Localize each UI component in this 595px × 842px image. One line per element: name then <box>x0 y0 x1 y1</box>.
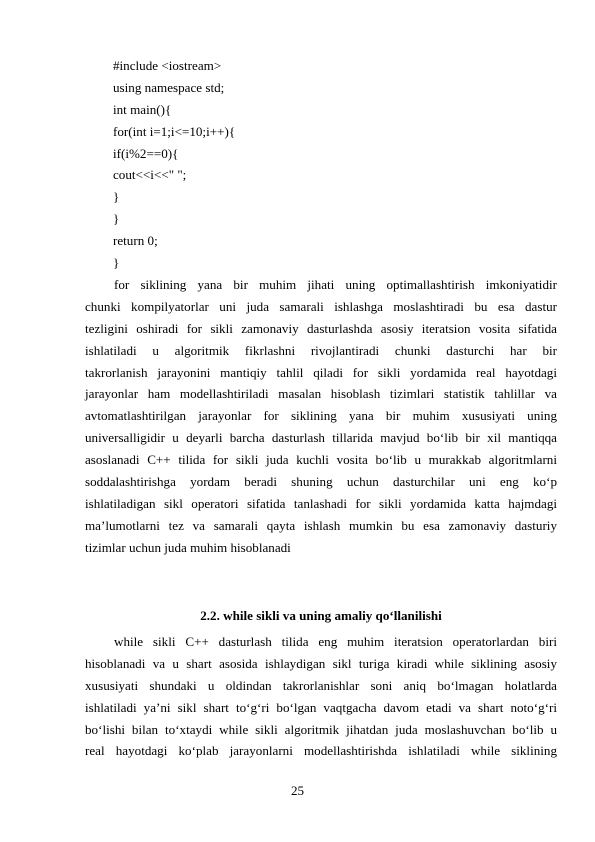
text-line: asoslanadi C++ tilida for sikli juda kuchli vosita bo‘lib u murakkab algoritmlarni <box>85 452 557 468</box>
text-line: while sikli C++ dasturlash tilida eng muhim iteratsion operatorlardan biri <box>114 634 557 649</box>
text-line: xususiyati shundaki u oldindan takrorlanishlar soni aniq bo‘lmagan holatlarda <box>85 677 557 693</box>
text-line: chunki kompilyatorlar uni juda samarali ishlashga moslashtiradi bu esa dastur <box>85 298 557 314</box>
text-line: ishlatiladi u algoritmik fikrlashni rivojlantiradi chunki dasturchi har bir <box>85 342 557 358</box>
body-paragraph-for-loop <box>85 274 557 559</box>
code-block <box>113 55 533 274</box>
body-paragraph-while-loop <box>85 631 557 762</box>
text-line: takrorlanish jarayonini mantiqiy tahlil qiladi for sikli yordamida real hayotdagi <box>85 364 557 380</box>
text-line: universalligidir u deyarli barcha dasturlash tillarida mavjud bo‘lib bir xil mantiqqa <box>85 430 557 446</box>
code-line: #include <iostream> <box>113 58 222 73</box>
code-line: for(int i=1;i<=10;i++){ <box>113 123 236 139</box>
text-line: for siklining yana bir muhim jihati uning optimallashtirish imkoniyatidir <box>114 277 557 292</box>
text-line: ma’lumotlarni tez va samarali qayta ishlash mumkin bu esa zamonaviy dasturiy <box>85 517 557 533</box>
code-line: if(i%2==0){ <box>113 145 179 161</box>
section-heading: 2.2. while sikli va uning amaliy qo‘llanilishi <box>200 608 442 623</box>
code-line: using namespace std; <box>113 79 225 95</box>
text-line: tizimlar uchun juda muhim hisoblanadi <box>85 539 291 555</box>
text-line: avtomatlashtirilgan jarayonlar for siklining yana bir muhim xususiyati uning <box>85 408 557 424</box>
code-line: } <box>113 255 120 271</box>
code-line: return 0; <box>113 233 158 249</box>
text-line: jarayonlar ham modellashtiriladi masalan hisoblash tizimlari statistik tahlillar va <box>85 386 557 402</box>
page-number: 25 <box>290 783 305 798</box>
text-line: tezligini oshiradi for sikli zamonaviy dasturlashda asosiy iteratsion vosita sifatida <box>85 320 557 336</box>
text-line: hisoblanadi va u shart asosida ishlaydigan sikl turiga kiradi while siklining asosiy <box>85 655 557 671</box>
text-line: ishlatiladi ya’ni sikl shart to‘g‘ri bo‘lgan vaqtgacha davom etadi va shart noto‘g‘ri <box>85 699 557 715</box>
code-line: } <box>113 211 120 227</box>
text-line: bo‘lishi bilan to‘xtaydi while sikli algoritmik jihatdan juda moslashuvchan bo‘lib u <box>85 721 557 737</box>
text-line: ishlatiladigan sikl operatori sifatida tanlashadi for sikli yordamida katta hajmdagi <box>85 495 557 511</box>
code-line: } <box>113 189 120 205</box>
code-line: cout<<i<<" "; <box>113 167 187 183</box>
text-line: soddalashtirishga yordam beradi shuning uchun dasturchilar uni eng ko‘p <box>85 474 557 490</box>
code-line: int main(){ <box>113 101 172 117</box>
text-line: real hayotdagi ko‘plab jarayonlarni modellashtirishda ishlatiladi while siklining <box>85 743 557 759</box>
